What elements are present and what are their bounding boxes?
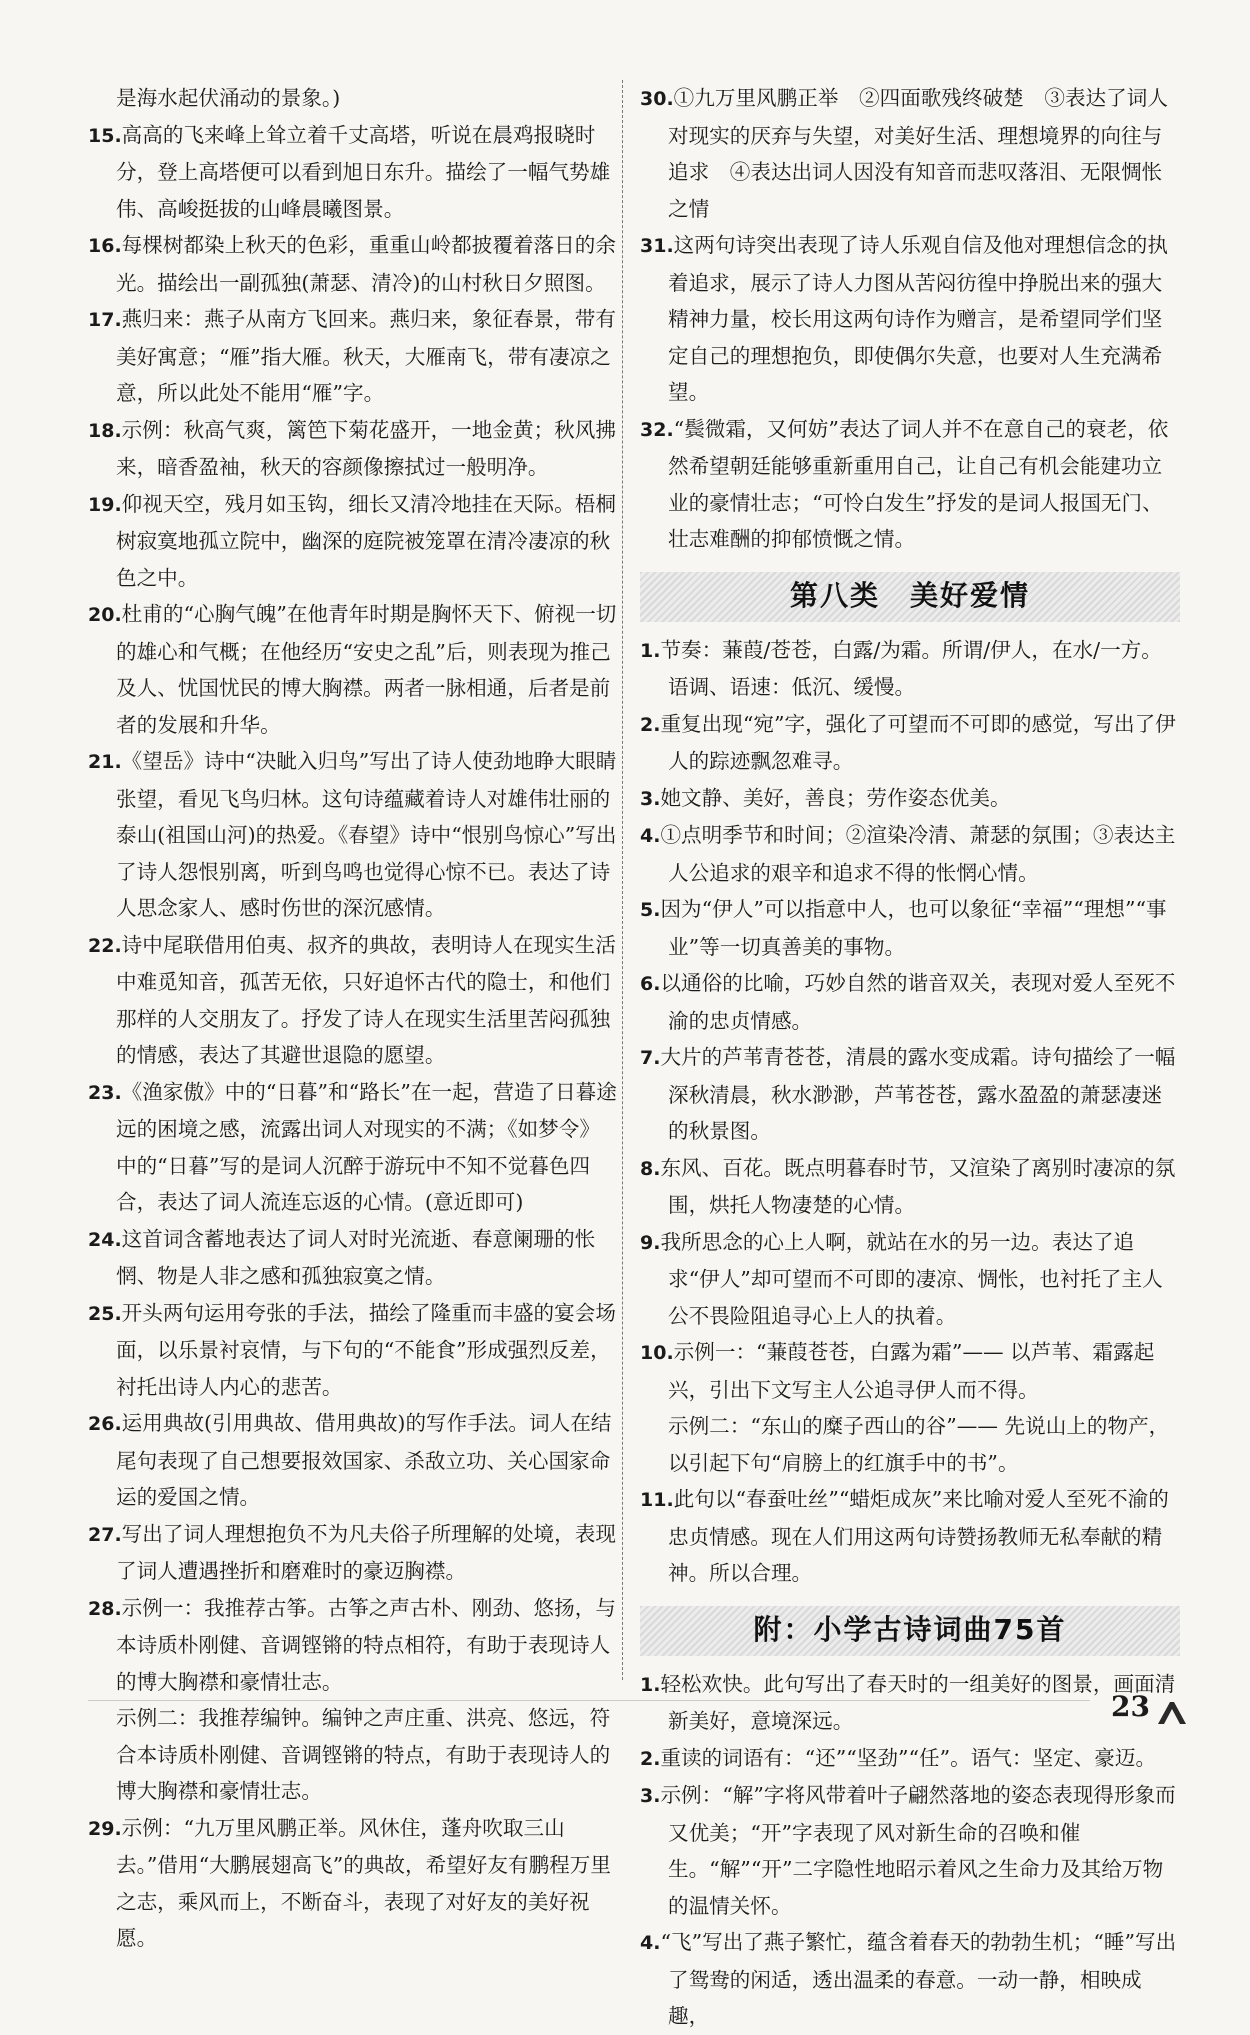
- answer-text: 我所思念的心上人啊，就站在水的另一边。表达了追求“伊人”却可望而不可即的凄凉、惆怅，也衬托了主人公不畏险阻追寻心上人的执着。: [660, 1229, 1163, 1328]
- answer-number: 3.: [640, 1785, 661, 1807]
- answer-text: “飞”写出了燕子繁忙，蕴含着春天的勃勃生机；“睡”写出了鸳鸯的闲适，透出温柔的春意。一动一静，相映成趣，: [660, 1930, 1177, 2028]
- answer-item: [88, 743, 618, 927]
- answer-number: 10.: [640, 1342, 674, 1364]
- answer-number: 16.: [88, 235, 122, 257]
- answer-extra-text: 示例二：我推荐编钟。编钟之声庄重、洪亮、悠远，符合本诗质朴刚健、音调铿锵的特点，有助于表现诗人的博大胸襟和豪情壮志。: [116, 1706, 611, 1803]
- answer-number: 2.: [640, 1747, 661, 1770]
- answer-number: 26.: [88, 1413, 122, 1435]
- answer-item: [640, 780, 1180, 818]
- answer-item: [640, 1224, 1180, 1335]
- answer-text: 仰视天空，残月如玉钩，细长又清冷地挂在天际。梧桐树寂寞地孤立院中，幽深的庭院被笼罩在清冷凄凉的秋色之中。: [116, 491, 616, 590]
- answer-item: [88, 80, 618, 117]
- answer-text: ①九万里风鹏正举 ②四面歌残终破楚 ③表达了词人对现实的厌弃与失望，对美好生活、理想境界的向往与追求 ④表达出词人因没有知音而悲叹落泪、无限惆怅之情: [668, 86, 1168, 221]
- answer-item: [640, 1666, 1180, 1740]
- answer-number: 9.: [640, 1231, 661, 1254]
- answer-text: 杜甫的“心胸气魄”在他青年时期是胸怀天下、俯视一切的雄心和气概；在他经历“安史之乱”后，则表现为推己及人、忧国忧民的博大胸襟。两者一脉相通，后者是前者的发展和升华。: [116, 602, 617, 737]
- answer-item: [88, 927, 618, 1074]
- answer-item: [640, 1481, 1180, 1592]
- left-column: [88, 80, 618, 1957]
- answer-number: 18.: [88, 419, 122, 442]
- answer-item: [640, 1924, 1180, 2035]
- answer-text: 运用典故(引用典故、借用典故)的写作手法。词人在结尾句表现了自己想要报效国家、杀敌立功、关心国家命运的爱国之情。: [116, 1411, 612, 1509]
- answer-item: [88, 412, 618, 486]
- answer-item: [640, 1150, 1180, 1224]
- answer-text: 节奏：蒹葭/苍苍，白露/为霜。所谓/伊人，在水/一方。语调、语速：低沉、缓慢。: [660, 637, 1162, 699]
- answer-text: 开头两句运用夸张的手法，描绘了隆重而丰盛的宴会场面，以乐景衬哀情，与下句的“不能食”形成强烈反差，衬托出诗人内心的悲苦。: [116, 1300, 616, 1399]
- answer-text: 是海水起伏涌动的景象。): [116, 86, 341, 110]
- answer-number: 6.: [640, 973, 661, 995]
- answer-number: 19.: [88, 493, 122, 516]
- answer-text: 写出了词人理想抱负不为凡夫俗子所理解的处境，表现了词人遭遇挫折和磨难时的豪迈胸襟。: [116, 1521, 616, 1583]
- answer-number: 1.: [640, 639, 661, 662]
- page-number: 23: [1111, 1690, 1150, 1723]
- answer-text: 《望岳》诗中“决眦入归鸟”写出了诗人使劲地睁大眼睛张望，看见飞鸟归林。这句诗蕴藏着诗人对雄伟壮丽的泰山(祖国山河)的热爱。《春望》诗中“恨别鸟惊心”写出了诗人怨恨别离，听到鸟鸣也觉得心惊不已。表达了诗人思念家人、感时伤世的深沉感情。: [116, 749, 617, 920]
- answer-text: 诗中尾联借用伯夷、叔齐的典故，表明诗人在现实生活中难觅知音，孤苦无依，只好追怀古代的隐士，和他们那样的人交朋友了。抒发了诗人在现实生活里苦闷孤独的情感，表达了其避世退隐的愿望。: [116, 932, 616, 1067]
- answer-number: 27.: [88, 1523, 122, 1546]
- answer-text: 《渔家傲》中的“日暮”和“路长”在一起，营造了日暮途远的困境之感，流露出词人对现实的不满；《如梦令》中的“日暮”写的是词人沉醉于游玩中不知不觉暮色四合，表达了词人流连忘返的心情。(意近即可): [116, 1079, 617, 1214]
- answer-text: 此句以“春蚕吐丝”“蜡炬成灰”来比喻对爱人至死不渝的忠贞情感。现在人们用这两句诗赞扬教师无私奉献的精神。所以合理。: [668, 1487, 1169, 1585]
- answer-number: 1.: [640, 1673, 661, 1696]
- section-8-answers: [640, 632, 1180, 1592]
- answer-item: [88, 1516, 618, 1590]
- answer-text: 这两句诗突出表现了诗人乐观自信及他对理想信念的执着追求，展示了诗人力图从苦闷彷徨中挣脱出来的强大精神力量，校长用这两句诗作为赠言，是希望同学们坚定自己的理想抱负，即使偶尔失意，也要对人生充满希望。: [668, 233, 1168, 404]
- answer-text: 示例：“解”字将风带着叶子翩然落地的姿态表现得形象而又优美；“开”字表现了风对新生命的召唤和催生。“解”“开”二字隐性地昭示着风之生命力及其给万物的温情关怀。: [660, 1783, 1176, 1918]
- answer-number: 15.: [88, 124, 122, 147]
- answer-item: [88, 1221, 618, 1295]
- right-column: [640, 80, 1180, 2035]
- answer-item: [640, 891, 1180, 965]
- answer-item: [88, 1295, 618, 1406]
- answer-number: 17.: [88, 309, 122, 331]
- answer-number: 30.: [640, 88, 674, 110]
- answer-extra-text: 示例二：“东山的糜子西山的谷”—— 先说山上的物产，以引起下句“肩膀上的红旗手中的书”。: [668, 1414, 1170, 1475]
- answer-item: [88, 596, 618, 743]
- answer-item: [640, 1740, 1180, 1778]
- answer-text: 燕归来：燕子从南方飞回来。燕归来，象征春景，带有美好寓意；“雁”指大雁。秋天，大雁南飞，带有凄凉之意，所以此处不能用“雁”字。: [116, 307, 616, 405]
- answer-number: 21.: [88, 751, 122, 773]
- answer-number: 11.: [640, 1489, 674, 1511]
- answer-text: 她文静、美好，善良；劳作姿态优美。: [660, 785, 1011, 810]
- answer-number: 8.: [640, 1157, 661, 1180]
- answer-item: [640, 1334, 1180, 1481]
- answer-number: 20.: [88, 604, 122, 626]
- answer-text: 东风、百花。既点明暮春时节，又渲染了离别时凄凉的氛围，烘托人物凄楚的心情。: [660, 1155, 1176, 1217]
- answer-item: [640, 965, 1180, 1039]
- answer-number: 22.: [88, 934, 122, 957]
- footer-rule: [88, 1700, 1090, 1701]
- answer-number: 28.: [88, 1597, 122, 1620]
- answer-text: “鬓微霜，又何妨”表达了词人并不在意自己的衰老，依然希望朝廷能够重新重用自己，让自己有机会能建功立业的豪情壮志；“可怜白发生”抒发的是词人报国无门、壮志难酬的抑郁愤慨之情。: [668, 416, 1169, 551]
- column-divider: [622, 80, 623, 1680]
- answer-item: [88, 301, 618, 412]
- appendix-heading: 附：小学古诗词曲75首: [640, 1606, 1180, 1656]
- answer-text: 高高的飞来峰上耸立着千丈高塔，听说在晨鸡报晓时分，登上高塔便可以看到旭日东升。描绘了一幅气势雄伟、高峻挺拔的山峰晨曦图景。: [116, 122, 611, 221]
- answer-text: 重读的词语有：“还”“坚劲”“任”。语气：坚定、豪迈。: [660, 1745, 1157, 1770]
- answer-number: 31.: [640, 235, 674, 257]
- publisher-logo-icon: [1156, 1700, 1188, 1726]
- answer-text: 大片的芦苇青苍苍，清晨的露水变成霜。诗句描绘了一幅深秋清晨，秋水渺渺，芦苇苍苍，露水盈盈的萧瑟凄迷的秋景图。: [660, 1045, 1176, 1143]
- answer-text: 示例：秋高气爽，篱笆下菊花盛开，一地金黄；秋风拂来，暗香盈袖，秋天的容颜像擦拭过一般明净。: [116, 417, 616, 479]
- answer-number: 25.: [88, 1302, 122, 1325]
- answer-number: 23.: [88, 1081, 122, 1104]
- answer-number: 2.: [640, 713, 661, 736]
- answer-item: [640, 632, 1180, 706]
- answer-text: 因为“伊人”可以指意中人，也可以象征“幸福”“理想”“事业”等一切真善美的事物。: [660, 897, 1167, 959]
- answer-item: [640, 706, 1180, 780]
- answer-item: [88, 1074, 618, 1221]
- answer-number: 7.: [640, 1047, 661, 1069]
- answer-text: 每棵树都染上秋天的色彩，重重山岭都披覆着落日的余光。描绘出一副孤独(萧瑟、清冷)的山村秋日夕照图。: [116, 233, 616, 295]
- answer-text: 示例一：“蒹葭苍苍，白露为霜”—— 以芦苇、霜露起兴，引出下文写主人公追寻伊人而不得。: [668, 1340, 1155, 1402]
- answer-item: [640, 1777, 1180, 1924]
- answer-text: 这首词含蓄地表达了词人对时光流逝、春意阑珊的怅惘、物是人非之感和孤独寂寞之情。: [116, 1226, 596, 1288]
- answer-text: ①点明季节和时间；②渲染冷清、萧瑟的氛围；③表达主人公追求的艰辛和追求不得的怅惘心情。: [660, 823, 1176, 885]
- answer-text: 示例一：我推荐古筝。古筝之声古朴、刚劲、悠扬，与本诗质朴刚健、音调铿锵的特点相符，有助于表现诗人的博大胸襟和豪情壮志。: [116, 1595, 616, 1694]
- answer-number: 5.: [640, 899, 661, 921]
- answer-number: 32.: [640, 418, 674, 441]
- answer-text: 示例：“九万里风鹏正举。风休住，蓬舟吹取三山去。”借用“大鹏展翅高飞”的典故，希望好友有鹏程万里之志，乘风而上，不断奋斗，表现了对好友的美好祝愿。: [116, 1815, 611, 1950]
- section-8-heading: 第八类 美好爱情: [640, 572, 1180, 622]
- answer-number: 3.: [640, 787, 661, 810]
- answer-number: 4.: [640, 825, 661, 847]
- right-column-top-answers: [640, 80, 1180, 558]
- answer-item: [88, 486, 618, 597]
- answer-item: [88, 117, 618, 228]
- answer-number: 4.: [640, 1932, 661, 1954]
- answer-item: [640, 411, 1180, 558]
- answer-text: 重复出现“宛”字，强化了可望而不可即的感觉，写出了伊人的踪迹飘忽难寻。: [660, 711, 1176, 773]
- answer-item: [640, 227, 1180, 411]
- answer-text: 以通俗的比喻，巧妙自然的谐音双关，表现对爱人至死不渝的忠贞情感。: [660, 971, 1176, 1033]
- answer-item: [88, 1405, 618, 1516]
- answer-item: [88, 1810, 618, 1957]
- appendix-answers: [640, 1666, 1180, 2035]
- answer-item: [88, 227, 618, 301]
- answer-item: [640, 817, 1180, 891]
- answer-item: [640, 1039, 1180, 1150]
- answer-text: 轻松欢快。此句写出了春天时的一组美好的图景，画面清新美好，意境深远。: [660, 1671, 1176, 1733]
- answer-number: 29.: [88, 1817, 122, 1840]
- answer-item: [640, 80, 1180, 227]
- answer-number: 24.: [88, 1228, 122, 1251]
